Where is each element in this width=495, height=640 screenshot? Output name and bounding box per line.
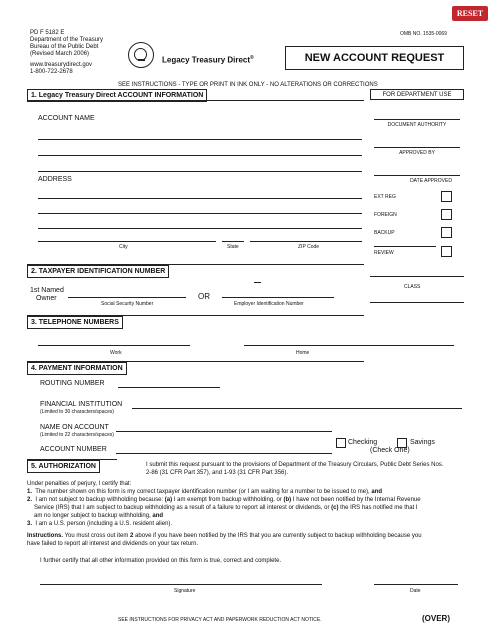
instructions-paragraph-line-2: have failed to report all interest and dividends on your tax return. bbox=[27, 541, 199, 547]
section-2-heading: 2. TAXPAYER IDENTIFICATION NUMBER bbox=[27, 265, 169, 278]
home-phone-input[interactable] bbox=[244, 336, 454, 346]
website-link: www.treasurydirect.gov bbox=[30, 62, 93, 68]
document-authority-label: DOCUMENT AUTHORITY bbox=[387, 122, 447, 128]
certification-2-line-2: Service (IRS) that I am subject to backup withholding as a result of a failure to report all interest or dividends, or (c) the IRS has notified me that I bbox=[34, 505, 418, 511]
section-3-heading: 3. TELEPHONE NUMBERS bbox=[27, 316, 123, 329]
date-approved-label: DATE APPROVED bbox=[410, 178, 452, 184]
general-instructions: SEE INSTRUCTIONS - TYPE OR PRINT IN INK ONLY - NO ALTERATIONS OR CORRECTIONS bbox=[118, 82, 378, 88]
ext-reg-label: EXT REG bbox=[374, 194, 396, 200]
treasury-seal-icon bbox=[128, 42, 154, 68]
review-box[interactable] bbox=[441, 246, 452, 257]
financial-institution-label: FINANCIAL INSTITUTION bbox=[40, 401, 123, 408]
check-one-label: (Check One) bbox=[370, 447, 410, 454]
bureau-name: Bureau of the Public Debt bbox=[30, 44, 99, 50]
home-phone-label: Home bbox=[296, 350, 310, 356]
zip-input[interactable] bbox=[250, 232, 362, 242]
section-4-heading: 4. PAYMENT INFORMATION bbox=[27, 362, 127, 375]
city-label: City bbox=[119, 244, 128, 250]
city-input[interactable] bbox=[38, 232, 216, 242]
privacy-notice: SEE INSTRUCTIONS FOR PRIVACY ACT AND PAPERWORK REDUCTION ACT NOTICE. bbox=[118, 617, 322, 623]
phone-number: 1-800-722-2678 bbox=[30, 69, 73, 75]
review-label: REVIEW bbox=[374, 250, 394, 256]
financial-institution-input[interactable] bbox=[132, 399, 462, 409]
address-line-3[interactable] bbox=[38, 219, 362, 229]
account-name-line-1[interactable] bbox=[38, 130, 362, 140]
perjury-statement: Under penalties of perjury, I certify that: bbox=[27, 481, 132, 487]
state-label: State bbox=[227, 244, 239, 250]
authorization-statement-line-1: I submit this request pursuant to the provisions of Department of the Treasury Circulars, Public Debt Series Nos. bbox=[146, 462, 444, 468]
ssn-label: Social Security Number bbox=[101, 301, 154, 307]
address-line-2[interactable] bbox=[38, 204, 362, 214]
first-named-label: 1st Named bbox=[30, 287, 64, 294]
routing-number-input[interactable] bbox=[118, 378, 220, 388]
account-name-line-3[interactable] bbox=[38, 162, 362, 172]
account-name-line-2[interactable] bbox=[38, 146, 362, 156]
date-input[interactable] bbox=[374, 575, 458, 585]
work-phone-label: Work bbox=[110, 350, 122, 356]
owner-label: Owner bbox=[36, 295, 57, 302]
revision-date: (Revised March 2006) bbox=[30, 51, 90, 57]
department-name: Department of the Treasury bbox=[30, 37, 104, 43]
checking-checkbox[interactable] bbox=[336, 438, 346, 448]
signature-label: Signature bbox=[174, 588, 196, 594]
section-5-heading: 5. AUTHORIZATION bbox=[27, 460, 100, 473]
financial-institution-limit: (Limited to 30 characters/spaces) bbox=[40, 409, 114, 415]
routing-number-label: ROUTING NUMBER bbox=[40, 380, 105, 387]
certification-2: 2. I am not subject to backup withholding because: (a) I am exempt from backup withholding, or (b) I have not been notified by the Internal Revenue bbox=[27, 497, 421, 503]
name-on-account-limit: (Limited to 22 characters/spaces) bbox=[40, 432, 114, 438]
checking-label: Checking bbox=[348, 439, 378, 446]
title-box bbox=[285, 46, 464, 70]
ein-label: Employer Identification Number bbox=[234, 301, 304, 307]
section-1-heading: 1. Legacy Treasury Direct ACCOUNT INFORMATION bbox=[27, 89, 207, 102]
address-line-1[interactable] bbox=[38, 189, 362, 199]
or-label: OR bbox=[198, 292, 210, 301]
instructions-paragraph: Instructions. You must cross out item 2 above if you have been notified by the IRS that you are currently subject to backup withholding because you bbox=[27, 533, 422, 539]
backup-label: BACKUP bbox=[374, 230, 395, 236]
savings-label: Savings bbox=[410, 439, 435, 446]
further-certification: I further certify that all other information provided on this form is true, correct and complete. bbox=[40, 558, 282, 564]
signature-input[interactable] bbox=[40, 575, 322, 585]
authorization-statement-line-2: 2-86 (31 CFR Part 357), and 1-93 (31 CFR Part 356). bbox=[146, 470, 289, 476]
dept-use-panel bbox=[370, 92, 464, 288]
approved-by-label: APPROVED BY bbox=[399, 150, 435, 156]
name-on-account-label: NAME ON ACCOUNT bbox=[40, 424, 109, 431]
date-label: Date bbox=[410, 588, 421, 594]
zip-label: ZIP Code bbox=[298, 244, 320, 250]
omb-number: OMB NO. 1535-0069 bbox=[400, 31, 447, 37]
ssn-input[interactable] bbox=[68, 288, 186, 298]
backup-box[interactable] bbox=[441, 227, 452, 238]
ext-reg-box[interactable] bbox=[441, 191, 452, 202]
ein-input[interactable] bbox=[222, 288, 334, 298]
class-label: CLASS bbox=[404, 284, 421, 290]
over-indicator: (OVER) bbox=[422, 614, 450, 623]
work-phone-input[interactable] bbox=[38, 336, 190, 346]
account-number-label: ACCOUNT NUMBER bbox=[40, 446, 107, 453]
dept-use-heading: FOR DEPARTMENT USE bbox=[370, 89, 464, 100]
address-label: ADDRESS bbox=[38, 176, 72, 183]
form-number: PD F 5182 E bbox=[30, 30, 65, 36]
name-on-account-input[interactable] bbox=[116, 422, 332, 432]
foreign-label: FOREIGN bbox=[374, 212, 397, 218]
certification-1: 1. The number shown on this form is my correct taxpayer identification number (or I am waiting for a number to be issued to me), and bbox=[27, 489, 383, 495]
page-title: NEW ACCOUNT REQUEST bbox=[304, 52, 445, 64]
account-number-input[interactable] bbox=[116, 444, 332, 454]
brand-name: Legacy Treasury Direct® bbox=[162, 55, 254, 65]
state-input[interactable] bbox=[222, 232, 244, 242]
certification-2-line-3: am no longer subject to backup withholding, and bbox=[34, 513, 164, 519]
certification-3: 3. I am a U.S. person (including a U.S. resident alien). bbox=[27, 521, 173, 527]
account-name-label: ACCOUNT NAME bbox=[38, 115, 95, 122]
foreign-box[interactable] bbox=[441, 209, 452, 220]
reset-button[interactable]: RESET bbox=[452, 6, 488, 21]
